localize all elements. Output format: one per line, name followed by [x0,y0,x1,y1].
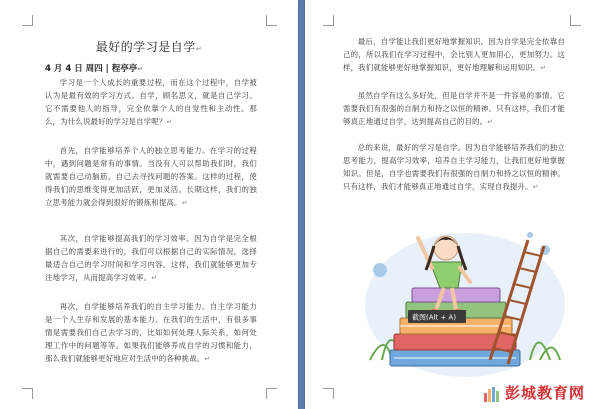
site-name: 彭城教育网 [505,384,586,402]
document-title-text: 最好的学习是自学 [95,40,196,54]
paragraph-mark: ↵ [204,354,211,363]
girl-on-books-illustration [360,210,565,380]
paragraph-mark: ↵ [532,182,539,191]
crop-mark [266,388,277,399]
paragraph-text: 首先，自学能够培养个人的独立思考能力。在学习的过程中，遇到问题是常有的事情。当没有人可以帮助我们时，我们就需要自己动脑筋，自己去寻找问题的答案。这样的过程，使得我们的思维变得更加活跃，更加灵活。长期这样，我们的独立思考能力就会得到很好的锻炼和提高。 [45,146,257,207]
paragraph-text: 其次，自学能够提高我们的学习效率。因为自学是完全根据自己的需要来进行的，我们可以根据自己的实际情况，选择最适合自己的学习时间和学习内容。这样，我们就能够更加专注地学习，从而提高学习效率。 [45,234,257,282]
paragraph-text: 总的来说，最好的学习是自学。因为自学能够培养我们的独立思考能力，提高学习效率，培养自主学习能力，让我们更好地掌握知识。但是，自学也需要我们有很强的自制力和持之以恒的精神。只有这样，我们才能够真正地通过自学，实现自我提升。 [343,143,565,191]
logo-bar-icon [492,387,495,402]
paragraph-text: 虽然自学有这么多好处，但是自学并不是一件容易的事情。它需要我们有很强的自制力和持之以恒的精神。只有这样，我们才能够真正地通过自学，达到提高自己的目的。 [343,91,565,126]
paragraph-mark: ↵ [137,65,144,73]
crop-mark [22,15,33,26]
crop-mark [323,15,334,26]
paragraph-text: 再次，自学能够培养我们的自主学习能力。自主学习能力是一个人生存和发展的基本能力。在我们的生活中，有很多事情是需要我们自己去学习的，比如如何处理人际关系，如何处理工作中的问题等等。如果我们能够养成自学的习惯和能力，那么我们就能够更好地应对生活中的各种挑战。 [45,302,257,363]
paragraph-right-1[interactable] [343,36,565,75]
logo-bar-icon [484,393,487,402]
paragraph-left-4[interactable] [45,301,257,366]
paragraph-mark: ↵ [540,63,547,72]
paragraph-right-3[interactable] [343,142,565,194]
date-author-line[interactable] [45,62,143,74]
paragraph-mark: ↵ [181,198,188,207]
paragraph-text: 学习是一个人成长的重要过程，而在这个过程中，自学被认为是最有效的学习方式。自学，顾名思义，就是自己学习。它不需要他人的指导，完全依靠个人的自觉性和主动性。那么，为什么说最好的学习是自学呢？ [45,78,257,126]
logo-bar-icon [488,389,491,402]
paragraph-mark: ↵ [487,117,494,126]
paragraph-text: 最后，自学能让我们更好地掌握知识。因为自学是完全依靠自己的，所以我们在学习过程中，会比别人更加用心，更加努力。这样，我们就能够更好地掌握知识，更好地理解和运用知识。 [343,37,565,72]
date-author-text: 4 月 4 日 周四 | 程亭亭 [45,64,138,74]
page-gutter [298,0,305,409]
logo-bar-icon [496,391,499,402]
paragraph-mark: ↵ [166,117,173,126]
crop-mark [266,15,277,26]
screenshot-tooltip-text: 截图(Alt + A) [412,313,457,322]
paragraph-left-2[interactable] [45,145,257,210]
decor-bubble [373,263,387,277]
paragraph-mark: ↵ [151,273,158,282]
paragraph-right-2[interactable] [343,90,565,129]
document-title[interactable] [0,38,298,55]
crop-mark [22,388,33,399]
crop-mark [570,15,581,26]
paragraph-mark: ↵ [195,45,203,53]
paragraph-left-3[interactable] [45,233,257,285]
decor-bubble [527,232,533,238]
crop-mark [323,388,334,399]
paragraph-left-1[interactable] [45,77,257,129]
